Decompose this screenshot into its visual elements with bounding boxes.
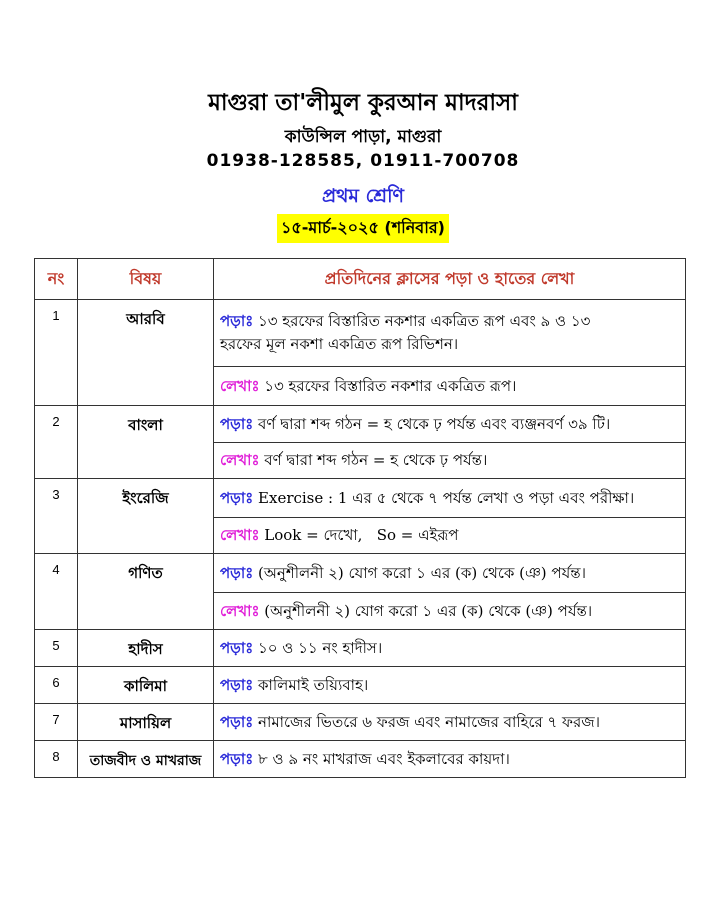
table-row [35, 300, 686, 367]
row-subject: তাজবীদ ও মাখরাজ [78, 741, 214, 778]
read-cell [214, 741, 686, 778]
read-cell [214, 554, 686, 593]
row-number: 3 [35, 479, 78, 554]
read-label: পড়াঃ [220, 312, 254, 331]
write-cell [214, 518, 686, 554]
row-subject: মাসায়িল [78, 704, 214, 741]
write-label: লেখাঃ [220, 376, 260, 395]
read-label: পড়াঃ [220, 712, 254, 731]
row-subject: কালিমা [78, 667, 214, 704]
read-cell [214, 300, 686, 367]
read-text-cont: হরফের মূল নকশা একত্রিত রূপ রিভিশন। [220, 335, 459, 354]
read-text: নামাজের ভিতরে ৬ ফরজ এবং নামাজের বাহিরে ৭ ফরজ। [258, 712, 601, 731]
write-label: লেখাঃ [220, 526, 260, 544]
row-number: 1 [35, 300, 78, 406]
read-label: পড়াঃ [220, 675, 254, 694]
header-no: নং [35, 259, 78, 300]
class-name: প্রথম শ্রেণি [321, 185, 405, 207]
madrasa-address: কাউন্সিল পাড়া, মাগুরা [284, 127, 442, 147]
read-text: কালিমাই তয়্যিবাহ। [258, 675, 369, 694]
row-number: 8 [35, 741, 78, 778]
header-subject: বিষয় [78, 259, 214, 300]
read-text: ৮ ও ৯ নং মাখরাজ এবং ইকলাবের কায়দা। [258, 749, 510, 768]
write-text: ১৩ হরফের বিস্তারিত নকশার একত্রিত রূপ। [264, 376, 517, 395]
write-text: বর্ণ দ্বারা শব্দ গঠন = হ থেকে ঢ় পর্যন্ত। [264, 451, 488, 469]
row-number: 2 [35, 406, 78, 479]
table-header-row [35, 259, 686, 300]
table-row [35, 479, 686, 518]
read-cell [214, 630, 686, 667]
table-row [35, 667, 686, 704]
read-cell [214, 479, 686, 518]
table-row [35, 406, 686, 443]
write-cell [214, 593, 686, 630]
read-cell [214, 704, 686, 741]
row-number: 5 [35, 630, 78, 667]
row-number: 7 [35, 704, 78, 741]
write-cell [214, 367, 686, 406]
read-label: পড়াঃ [220, 414, 254, 433]
read-text: ১৩ হরফের বিস্তারিত নকশার একত্রিত রূপ এবং ৯ ও ১৩ [258, 312, 591, 331]
table-row [35, 704, 686, 741]
read-label: পড়াঃ [220, 563, 254, 582]
read-label: পড়াঃ [220, 638, 254, 657]
madrasa-title: মাগুরা তা'লীমুল কুরআন মাদরাসা [208, 90, 518, 116]
date-container [0, 214, 726, 243]
header-content: প্রতিদিনের ক্লাসের পড়া ও হাতের লেখা [214, 259, 686, 300]
schedule-table [34, 258, 686, 778]
row-number: 6 [35, 667, 78, 704]
write-text: Look = দেখো, So = এইরূপ [264, 526, 459, 544]
table-row [35, 630, 686, 667]
date-badge: ১৫-মার্চ-২০২৫ (শনিবার) [277, 214, 449, 243]
row-subject: বাংলা [78, 406, 214, 479]
row-subject: গণিত [78, 554, 214, 630]
read-label: পড়াঃ [220, 488, 254, 507]
row-subject: আরবি [78, 300, 214, 406]
write-label: লেখাঃ [220, 601, 260, 620]
read-cell [214, 667, 686, 704]
row-subject: হাদীস [78, 630, 214, 667]
table-row [35, 741, 686, 778]
write-text: (অনুশীলনী ২) যোগ করো ১ এর (ক) থেকে (ঞ) পর্যন্ত। [264, 601, 593, 620]
write-cell [214, 443, 686, 479]
read-text: ১০ ও ১১ নং হাদীস। [258, 638, 383, 657]
read-label: পড়াঃ [220, 749, 254, 768]
read-text: Exercise : 1 এর ৫ থেকে ৭ পর্যন্ত লেখা ও পড়া এবং পরীক্ষা। [258, 488, 635, 507]
read-cell [214, 406, 686, 443]
row-subject: ইংরেজি [78, 479, 214, 554]
write-label: লেখাঃ [220, 451, 260, 469]
row-number: 4 [35, 554, 78, 630]
phone-numbers: 01938-128585, 01911-700708 [206, 151, 520, 171]
read-text: (অনুশীলনী ২) যোগ করো ১ এর (ক) থেকে (ঞ) পর্যন্ত। [258, 563, 586, 582]
read-text: বর্ণ দ্বারা শব্দ গঠন = হ থেকে ঢ় পর্যন্ত এবং ব্যঞ্জনবর্ণ ৩৯ টি। [258, 414, 611, 433]
table-row [35, 554, 686, 593]
